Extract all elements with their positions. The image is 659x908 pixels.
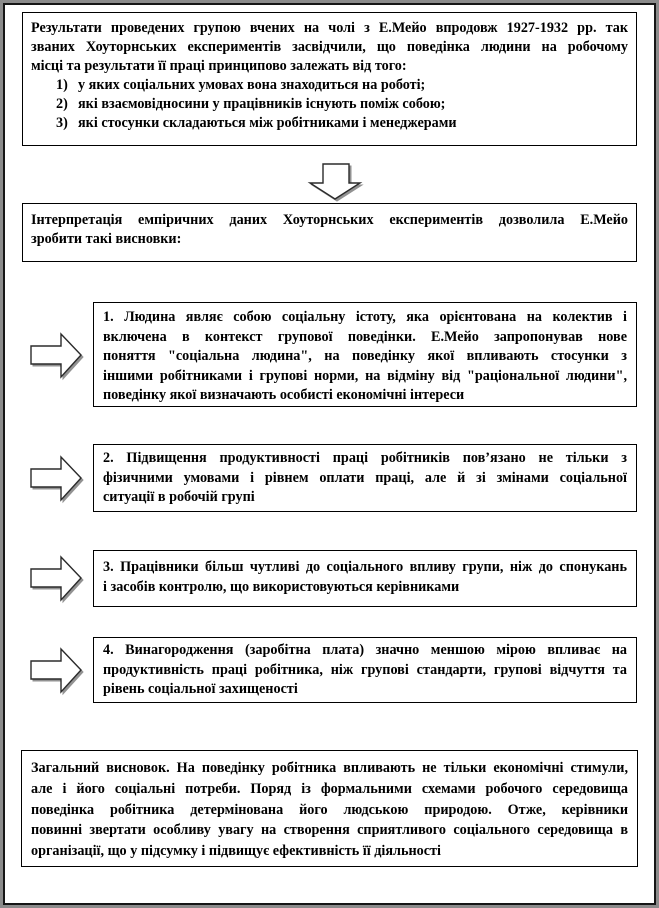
text-line: зробити такі висновки: (31, 231, 182, 247)
list-item-number: 1) (56, 77, 68, 93)
text-line: поведінку якої визначають особисті економічні інтереси (103, 387, 465, 403)
text-line: Інтерпретація емпіричних даних Хоуторнських експериментів дозволила Е.Мейо (31, 212, 628, 228)
text-line: включена в контекст групової поведінки. Е.Мейо запропонував нове (103, 328, 627, 345)
text-line: організації, що у підсумку і підвищує ефективність її діяльності (31, 843, 441, 860)
text-line: рівень соціальної захищеності (103, 681, 298, 697)
right-arrow-icon (30, 555, 86, 605)
text-line: але і його соціальні потреби. Поряд із формальними схемами робочого середовища (31, 780, 628, 797)
list-item (31, 95, 628, 114)
right-arrow-icon (30, 455, 86, 505)
final-conclusion-box (21, 750, 638, 867)
text-line: місці та результати її праці принципово залежать від того: (31, 58, 407, 74)
text-line: продуктивність праці робітника, ніж групові стандарти, групові відчуття та (103, 661, 627, 678)
down-arrow-icon (306, 163, 364, 205)
text-line: 2. Підвищення продуктивності праці робітників пов’язано не тільки з (103, 450, 627, 466)
text-line: 3. Працівники більш чутливі до соціального впливу групи, ніж до спонукань (103, 559, 627, 575)
text-line: Результати проведених групою вчених на чолі з Е.Мейо впродовж 1927-1932 рр. так (31, 20, 628, 36)
text-line: 1. Людина являє собою соціальну істоту, яка орієнтована на колектив і (103, 309, 627, 325)
right-arrow-icon (30, 647, 86, 697)
text-line: іншими робітниками і групові норми, на відміну від "раціональної людини", (103, 367, 627, 384)
list-item-number: 3) (56, 115, 68, 131)
text-line: 4. Винагородження (заробітна плата) значно меншою мірою впливає на (103, 642, 627, 658)
intro-box (22, 12, 637, 146)
text-line: поняття "соціальна людина", на поведінку якої впливають стосунки з (103, 348, 627, 364)
right-arrow-icon (30, 332, 86, 382)
text-line: повинні звертати особливу увагу на створення сприятливого соціального середовища в (31, 822, 628, 839)
text-line: і засобів контролю, що використовуються керівниками (103, 578, 460, 595)
list-item-number: 2) (56, 96, 68, 112)
list-item (31, 76, 628, 95)
list-item-text: які стосунки складаються між робітниками і менеджерами (78, 115, 457, 131)
text-line: ситуації в робочій групі (103, 489, 255, 505)
list-item-text: у яких соціальних умовах вона знаходиться на роботі; (78, 77, 426, 93)
interpretation-box (22, 203, 637, 262)
conclusion-box-1 (93, 302, 637, 407)
list-item-text: які взаємовідносини у працівників існують поміж собою; (78, 96, 446, 112)
conclusion-box-3 (93, 550, 637, 607)
text-line: Загальний висновок. На поведінку робітника впливають не тільки економічні стимули, (31, 760, 628, 776)
conclusion-box-4 (93, 637, 637, 703)
list-item (31, 114, 628, 133)
text-line: фізичними умовами і рівнем оплати праці, але й зі змінами соціальної (103, 469, 627, 486)
text-line: званих Хоуторнських експериментів засвідчили, що поведінка людини на робочому (31, 39, 628, 55)
conclusion-box-2 (93, 444, 637, 512)
text-line: поведінка робітника детермінована його людською природою. Отже, керівники (31, 801, 628, 818)
